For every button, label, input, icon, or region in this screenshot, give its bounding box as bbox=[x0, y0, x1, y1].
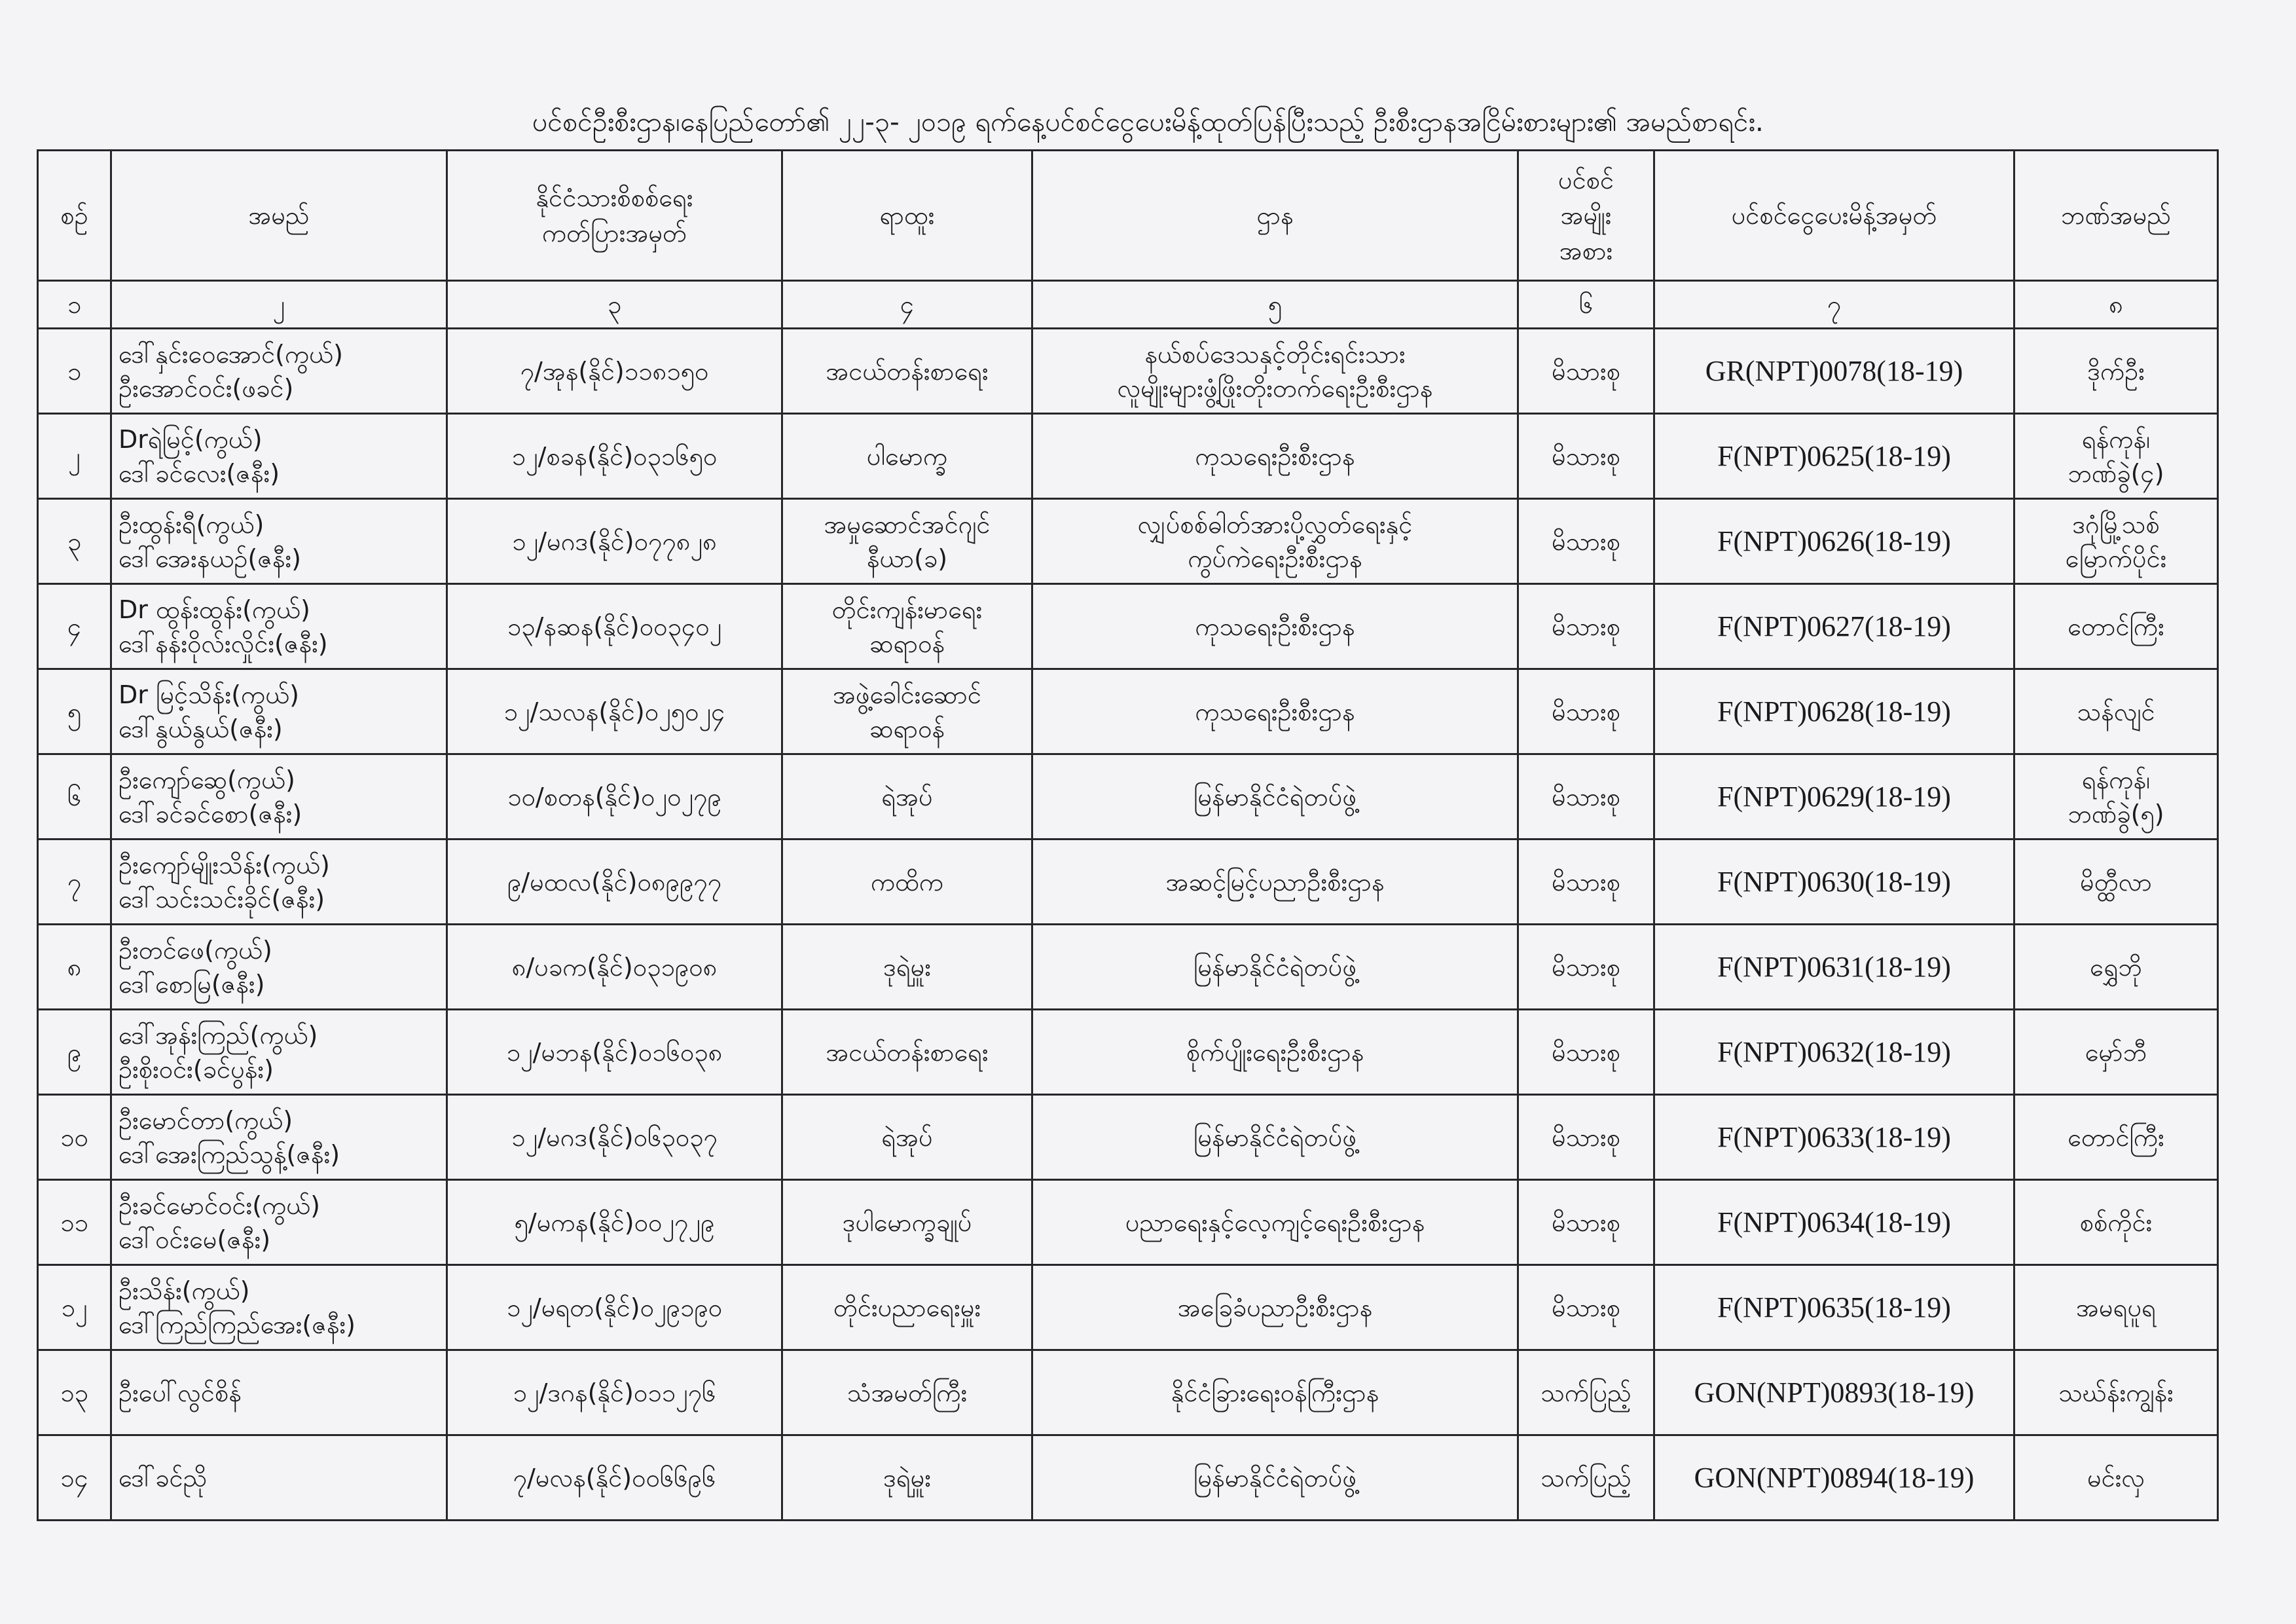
bank-cell bbox=[2014, 1265, 2218, 1350]
department-cell-line: မြန်မာနိုင်ငံရဲတပ်ဖွဲ့ bbox=[1193, 782, 1357, 811]
row-number-cell: ၇ bbox=[38, 840, 111, 925]
rank-cell bbox=[782, 754, 1032, 840]
row-number-cell: ၉ bbox=[38, 1010, 111, 1095]
name-cell-line: ဒေါ်အုန်းကြည်(ကွယ်) bbox=[118, 1020, 318, 1050]
department-cell bbox=[1032, 1010, 1518, 1095]
table-row bbox=[38, 1010, 2218, 1095]
table-row bbox=[38, 329, 2218, 414]
department-cell bbox=[1032, 754, 1518, 840]
pension-type-cell: သက်ပြည့် bbox=[1518, 1435, 1654, 1521]
name-cell bbox=[111, 925, 447, 1010]
name-cell-line: ဒေါ်ခင်ညို bbox=[118, 1463, 208, 1492]
pension-type-cell: မိသားစု bbox=[1518, 925, 1654, 1010]
name-cell-line: ဒေါ်စောမြ(ဇနီး) bbox=[118, 969, 265, 999]
table-row bbox=[38, 754, 2218, 840]
name-cell bbox=[111, 584, 447, 669]
nrc-cell: ၁၃/နဆန(နိုင်)၀၀၃၄၀၂ bbox=[447, 584, 782, 669]
rank-cell-line: ဒုရဲမှူး bbox=[883, 952, 931, 982]
rank-cell bbox=[782, 925, 1032, 1010]
order-no-cell: F(NPT)0633(18-19) bbox=[1654, 1095, 2014, 1180]
column-number: ၆ bbox=[1518, 281, 1654, 329]
nrc-cell: ၁၂/စခန(နိုင်)၀၃၁၆၅၀ bbox=[447, 414, 782, 499]
bank-cell-line: သန်လျင် bbox=[2077, 697, 2155, 726]
order-no-cell: F(NPT)0629(18-19) bbox=[1654, 754, 2014, 840]
bank-cell bbox=[2014, 1095, 2218, 1180]
rank-cell-line: ကထိက bbox=[870, 867, 944, 896]
bank-cell-line: စစ်ကိုင်း bbox=[2079, 1208, 2153, 1237]
rank-cell bbox=[782, 669, 1032, 754]
column-number: ၂ bbox=[111, 281, 447, 329]
department-cell-line: အခြေခံပညာဦးစီးဌာန bbox=[1177, 1293, 1373, 1322]
name-cell bbox=[111, 669, 447, 754]
department-cell-line: မြန်မာနိုင်ငံရဲတပ်ဖွဲ့ bbox=[1193, 1122, 1357, 1152]
bank-cell-line: သဃ်န်းကျွန်း bbox=[2058, 1378, 2174, 1407]
nrc-cell: ၅/မကန(နိုင်)၀၀၂၇၂၉ bbox=[447, 1180, 782, 1265]
name-cell-line: ဒေါ်ခင်လေး(ဇနီး) bbox=[118, 458, 280, 488]
name-cell-line: ဦးသိန်း(ကွယ်) bbox=[118, 1276, 250, 1305]
pension-register-table bbox=[37, 149, 2219, 1521]
header-row bbox=[38, 151, 2218, 281]
department-cell bbox=[1032, 329, 1518, 414]
department-cell bbox=[1032, 1095, 1518, 1180]
name-cell-line: ဒေါ်ခင်ခင်စော(ဇနီး) bbox=[118, 799, 302, 828]
table-row bbox=[38, 669, 2218, 754]
name-cell-line: ဒေါ်နှင်းဝေအောင်(ကွယ်) bbox=[118, 339, 343, 369]
col-header-nrc bbox=[447, 151, 782, 281]
bank-cell-line: ရန်ကုန်၊ bbox=[2081, 765, 2151, 794]
bank-cell-line: ရွှေဘို bbox=[2090, 952, 2142, 982]
column-number: ၇ bbox=[1654, 281, 2014, 329]
rank-cell bbox=[782, 1095, 1032, 1180]
col-header-rank: ရာထူး bbox=[782, 151, 1032, 281]
name-cell-line: ဦးအောင်ဝင်း(ဖခင်) bbox=[118, 373, 294, 403]
rank-cell-line: ရဲအုပ် bbox=[881, 1122, 933, 1152]
col-header-department: ဌာန bbox=[1032, 151, 1518, 281]
rank-cell bbox=[782, 414, 1032, 499]
department-cell bbox=[1032, 840, 1518, 925]
nrc-cell: ၈/ပခက(နိုင်)၀၃၁၉၀၈ bbox=[447, 925, 782, 1010]
name-cell bbox=[111, 329, 447, 414]
table-row bbox=[38, 1180, 2218, 1265]
nrc-cell: ၁၂/မဂဒ(နိုင်)၀၆၃၀၃၇ bbox=[447, 1095, 782, 1180]
pension-type-cell: မိသားစု bbox=[1518, 840, 1654, 925]
row-number-cell: ၈ bbox=[38, 925, 111, 1010]
name-cell bbox=[111, 499, 447, 584]
order-no-cell: F(NPT)0627(18-19) bbox=[1654, 584, 2014, 669]
bank-cell bbox=[2014, 1010, 2218, 1095]
name-cell bbox=[111, 1180, 447, 1265]
pension-type-cell: မိသားစု bbox=[1518, 329, 1654, 414]
name-cell-line: ဒေါ်နွယ်နွယ်(ဇနီး) bbox=[118, 714, 283, 743]
row-number-cell: ၆ bbox=[38, 754, 111, 840]
row-number-cell: ၅ bbox=[38, 669, 111, 754]
rank-cell-line: ဆရာဝန် bbox=[869, 714, 945, 743]
rank-cell-line: နီယာ(ခ) bbox=[866, 544, 948, 573]
bank-cell-line: မိတ္ထီလာ bbox=[2080, 867, 2152, 896]
pension-type-cell: မိသားစု bbox=[1518, 1095, 1654, 1180]
order-no-cell: F(NPT)0628(18-19) bbox=[1654, 669, 2014, 754]
name-cell-line: ဦးခင်မောင်ဝင်း(ကွယ်) bbox=[118, 1190, 321, 1220]
col-header-pension-type-line: အစား bbox=[1559, 236, 1613, 265]
nrc-cell: ၁၂/မရတ(နိုင်)၀၂၉၁၉၀ bbox=[447, 1265, 782, 1350]
rank-cell-line: ဒုရဲမှူး bbox=[883, 1463, 931, 1492]
department-cell bbox=[1032, 499, 1518, 584]
rank-cell bbox=[782, 584, 1032, 669]
rank-cell bbox=[782, 1350, 1032, 1435]
column-number: ၃ bbox=[447, 281, 782, 329]
bank-cell-line: မြောက်ပိုင်း bbox=[2065, 544, 2167, 573]
row-number-cell: ၁၁ bbox=[38, 1180, 111, 1265]
department-cell-line: နယ်စပ်ဒေသနှင့်တိုင်းရင်းသား bbox=[1144, 339, 1406, 369]
pension-type-cell: သက်ပြည့် bbox=[1518, 1350, 1654, 1435]
bank-cell-line: တောင်ကြီး bbox=[2068, 1122, 2164, 1152]
bank-cell-line: ဘဏ်ခွဲ(၄) bbox=[2068, 458, 2164, 488]
row-number-cell: ၄ bbox=[38, 584, 111, 669]
department-cell-line: ပညာရေးနှင့်လေ့ကျင့်ရေးဦးစီးဌာန bbox=[1125, 1208, 1425, 1237]
order-no-cell: F(NPT)0626(18-19) bbox=[1654, 499, 2014, 584]
name-cell-line: ဦးမောင်တာ(ကွယ်) bbox=[118, 1105, 293, 1135]
bank-cell bbox=[2014, 499, 2218, 584]
department-cell-line: နိုင်ငံခြားရေးဝန်ကြီးဌာန bbox=[1171, 1378, 1379, 1407]
department-cell-line: မြန်မာနိုင်ငံရဲတပ်ဖွဲ့ bbox=[1193, 952, 1357, 982]
department-cell-line: လျှပ်စစ်ဓါတ်အားပို့လွှတ်ရေးနှင့် bbox=[1137, 509, 1413, 539]
bank-cell-line: ဒဂုံမြို့သစ် bbox=[2072, 509, 2160, 539]
col-header-order-no: ပင်စင်ငွေပေးမိန့်အမှတ် bbox=[1654, 151, 2014, 281]
name-cell-line: Dr ထွန်းထွန်း(ကွယ်) bbox=[118, 595, 310, 624]
rank-cell-line: တိုင်းကျန်းမာရေး bbox=[831, 595, 983, 624]
col-header-nrc-line: ကတ်ပြားအမှတ် bbox=[541, 219, 687, 248]
col-header-no: စဉ် bbox=[38, 151, 111, 281]
department-cell-line: ကုသရေးဦးစီးဌာန bbox=[1195, 441, 1355, 471]
row-number-cell: ၁ bbox=[38, 329, 111, 414]
order-no-cell: GON(NPT)0894(18-19) bbox=[1654, 1435, 2014, 1521]
rank-cell-line: ရဲအုပ် bbox=[881, 782, 933, 811]
rank-cell-line: သံအမတ်ကြီး bbox=[847, 1378, 968, 1407]
rank-cell-line: ဆရာဝန် bbox=[869, 629, 945, 658]
rank-cell bbox=[782, 329, 1032, 414]
department-cell-line: အဆင့်မြင့်ပညာဦးစီးဌာန bbox=[1165, 867, 1385, 896]
table-row bbox=[38, 1350, 2218, 1435]
rank-cell-line: ဒုပါမောက္ခချုပ် bbox=[842, 1208, 972, 1237]
department-cell bbox=[1032, 925, 1518, 1010]
table-row bbox=[38, 1095, 2218, 1180]
table-row bbox=[38, 840, 2218, 925]
bank-cell bbox=[2014, 1180, 2218, 1265]
page-title: ပင်စင်ဦးစီးဌာန၊နေပြည်တော်၏ ၂၂-၃- ၂၀၁၉ ရက်နေ့ပင်စင်ငွေပေးမိန့်ထုတ်ပြန်ပြီးသည့် ဦးစီးဌာနအငြိမ်းစားများ၏ အမည်စာရင်း. bbox=[532, 106, 1764, 138]
order-no-cell: F(NPT)0625(18-19) bbox=[1654, 414, 2014, 499]
column-number: ၄ bbox=[782, 281, 1032, 329]
order-no-cell: F(NPT)0634(18-19) bbox=[1654, 1180, 2014, 1265]
row-number-cell: ၁၃ bbox=[38, 1350, 111, 1435]
department-cell bbox=[1032, 1180, 1518, 1265]
rank-cell-line: အငယ်တန်းစာရေး bbox=[826, 356, 989, 386]
nrc-cell: ၁၂/ဒဂန(နိုင်)၀၁၁၂၇၆ bbox=[447, 1350, 782, 1435]
pension-type-cell: မိသားစု bbox=[1518, 1180, 1654, 1265]
rank-cell bbox=[782, 1265, 1032, 1350]
nrc-cell: ၇/မလန(နိုင်)၀၀၆၆၉၆ bbox=[447, 1435, 782, 1521]
name-cell-line: ဦးတင်ဖေ(ကွယ်) bbox=[118, 935, 272, 965]
name-cell-line: ဦးထွန်းရီ(ကွယ်) bbox=[118, 509, 264, 539]
column-number-row bbox=[38, 281, 2218, 329]
department-cell-line: ကုသရေးဦးစီးဌာန bbox=[1195, 697, 1355, 726]
pension-type-cell: မိသားစု bbox=[1518, 414, 1654, 499]
col-header-pension-type-line: ပင်စင် bbox=[1558, 166, 1614, 194]
name-cell bbox=[111, 1265, 447, 1350]
name-cell-line: ဒေါ်အေးကြည်သွန့်(ဇနီး) bbox=[118, 1139, 340, 1169]
name-cell-line: ဦးပေါ်လွင်စိန် bbox=[118, 1378, 242, 1407]
bank-cell bbox=[2014, 414, 2218, 499]
bank-cell bbox=[2014, 1350, 2218, 1435]
col-header-pension-type bbox=[1518, 151, 1654, 281]
column-number: ၈ bbox=[2014, 281, 2218, 329]
name-cell bbox=[111, 414, 447, 499]
bank-cell bbox=[2014, 329, 2218, 414]
rank-cell-line: အမှုဆောင်အင်ဂျင် bbox=[824, 509, 991, 539]
bank-cell bbox=[2014, 925, 2218, 1010]
department-cell bbox=[1032, 1350, 1518, 1435]
bank-cell-line: ရန်ကုန်၊ bbox=[2081, 424, 2151, 454]
bank-cell-line: အမရပူရ bbox=[2076, 1293, 2156, 1322]
name-cell-line: ဦးကျော်ဆွေ(ကွယ်) bbox=[118, 765, 295, 794]
pension-type-cell: မိသားစု bbox=[1518, 499, 1654, 584]
department-cell-line: မြန်မာနိုင်ငံရဲတပ်ဖွဲ့ bbox=[1193, 1463, 1357, 1492]
department-cell bbox=[1032, 1265, 1518, 1350]
rank-cell bbox=[782, 840, 1032, 925]
name-cell-line: ဦးကျော်မျိုးသိန်း(ကွယ်) bbox=[118, 850, 330, 879]
bank-cell-line: တောင်ကြီး bbox=[2068, 612, 2164, 641]
name-cell bbox=[111, 840, 447, 925]
name-cell-line: ဒေါ်သင်းသင်းခိုင်(ဇနီး) bbox=[118, 884, 325, 913]
department-cell-line: ကုသရေးဦးစီးဌာန bbox=[1195, 612, 1355, 641]
order-no-cell: F(NPT)0635(18-19) bbox=[1654, 1265, 2014, 1350]
nrc-cell: ၁၀/စတန(နိုင်)၀၂၀၂၇၉ bbox=[447, 754, 782, 840]
column-number: ၅ bbox=[1032, 281, 1518, 329]
department-cell bbox=[1032, 1435, 1518, 1521]
bank-cell bbox=[2014, 840, 2218, 925]
col-header-nrc-line: နိုင်ငံသားစိစစ်ရေး bbox=[536, 183, 693, 212]
department-cell-line: ကွပ်ကဲရေးဦးစီးဌာန bbox=[1188, 544, 1362, 573]
table-row bbox=[38, 925, 2218, 1010]
table-row bbox=[38, 499, 2218, 584]
row-number-cell: ၃ bbox=[38, 499, 111, 584]
col-header-bank: ဘဏ်အမည် bbox=[2014, 151, 2218, 281]
nrc-cell: ၁၂/မဘန(နိုင်)၀၁၆၀၃၈ bbox=[447, 1010, 782, 1095]
table-row bbox=[38, 1435, 2218, 1521]
name-cell bbox=[111, 1095, 447, 1180]
pension-type-cell: မိသားစု bbox=[1518, 754, 1654, 840]
bank-cell bbox=[2014, 584, 2218, 669]
row-number-cell: ၁၄ bbox=[38, 1435, 111, 1521]
pension-type-cell: မိသားစု bbox=[1518, 669, 1654, 754]
column-number: ၁ bbox=[38, 281, 111, 329]
name-cell-line: ဒေါ်ဝင်းမေ(ဇနီး) bbox=[118, 1225, 271, 1254]
nrc-cell: ၁၂/သလန(နိုင်)၀၂၅၀၂၄ bbox=[447, 669, 782, 754]
nrc-cell: ၇/အုန(နိုင်)၁၁၈၁၅၀ bbox=[447, 329, 782, 414]
name-cell bbox=[111, 1435, 447, 1521]
order-no-cell: F(NPT)0631(18-19) bbox=[1654, 925, 2014, 1010]
row-number-cell: ၂ bbox=[38, 414, 111, 499]
row-number-cell: ၁၂ bbox=[38, 1265, 111, 1350]
table-row bbox=[38, 1265, 2218, 1350]
order-no-cell: GON(NPT)0893(18-19) bbox=[1654, 1350, 2014, 1435]
pension-type-cell: မိသားစု bbox=[1518, 1010, 1654, 1095]
row-number-cell: ၁၀ bbox=[38, 1095, 111, 1180]
rank-cell bbox=[782, 1010, 1032, 1095]
rank-cell-line: တိုင်းပညာရေးမှူး bbox=[833, 1293, 981, 1322]
table-body bbox=[38, 329, 2218, 1521]
name-cell bbox=[111, 1010, 447, 1095]
bank-cell-line: ဘဏ်ခွဲ(၅) bbox=[2068, 799, 2164, 828]
bank-cell bbox=[2014, 754, 2218, 840]
name-cell-line: ဒေါ်ကြည်ကြည်အေး(ဇနီး) bbox=[118, 1310, 355, 1339]
rank-cell-line: အဖွဲ့ခေါင်းဆောင် bbox=[833, 680, 981, 709]
bank-cell-line: မင်းလှ bbox=[2086, 1463, 2145, 1492]
name-cell bbox=[111, 754, 447, 840]
name-cell-line: Drရဲမြင့်(ကွယ်) bbox=[118, 424, 263, 454]
nrc-cell: ၁၂/မဂဒ(နိုင်)၀၇၇၈၂၈ bbox=[447, 499, 782, 584]
bank-cell bbox=[2014, 669, 2218, 754]
bank-cell bbox=[2014, 1435, 2218, 1521]
rank-cell bbox=[782, 499, 1032, 584]
order-no-cell: GR(NPT)0078(18-19) bbox=[1654, 329, 2014, 414]
department-cell-line: စိုက်ပျိုးရေးဦးစီးဌာန bbox=[1186, 1037, 1364, 1067]
name-cell-line: ဒေါ်နန်းဝိုလ်းလှိုင်း(ဇနီး) bbox=[118, 629, 328, 658]
bank-cell-line: ဒိုက်ဦး bbox=[2087, 356, 2145, 386]
department-cell bbox=[1032, 669, 1518, 754]
rank-cell-line: ပါမောက္ခ bbox=[866, 441, 948, 471]
order-no-cell: F(NPT)0630(18-19) bbox=[1654, 840, 2014, 925]
rank-cell bbox=[782, 1435, 1032, 1521]
table-row bbox=[38, 414, 2218, 499]
rank-cell bbox=[782, 1180, 1032, 1265]
department-cell bbox=[1032, 584, 1518, 669]
bank-cell-line: မှော်ဘီ bbox=[2085, 1037, 2147, 1067]
department-cell bbox=[1032, 414, 1518, 499]
order-no-cell: F(NPT)0632(18-19) bbox=[1654, 1010, 2014, 1095]
pension-type-cell: မိသားစု bbox=[1518, 1265, 1654, 1350]
name-cell bbox=[111, 1350, 447, 1435]
table-row bbox=[38, 584, 2218, 669]
pension-type-cell: မိသားစု bbox=[1518, 584, 1654, 669]
name-cell-line: ဒေါ်အေးနယဉ်(ဇနီး) bbox=[118, 544, 301, 573]
department-cell-line: လူမျိုးများဖွံ့ဖြိုးတိုးတက်ရေးဦးစီးဌာန bbox=[1117, 373, 1433, 403]
name-cell-line: ဦးစိုးဝင်း(ခင်ပွန်း) bbox=[118, 1054, 274, 1084]
name-cell-line: Dr မြင့်သိန်း(ကွယ်) bbox=[118, 680, 299, 709]
nrc-cell: ၉/မထလ(နိုင်)၀၈၉၉၇၇ bbox=[447, 840, 782, 925]
rank-cell-line: အငယ်တန်းစာရေး bbox=[826, 1037, 989, 1067]
col-header-name: အမည် bbox=[111, 151, 447, 281]
col-header-pension-type-line: အမျိုး bbox=[1560, 201, 1612, 230]
